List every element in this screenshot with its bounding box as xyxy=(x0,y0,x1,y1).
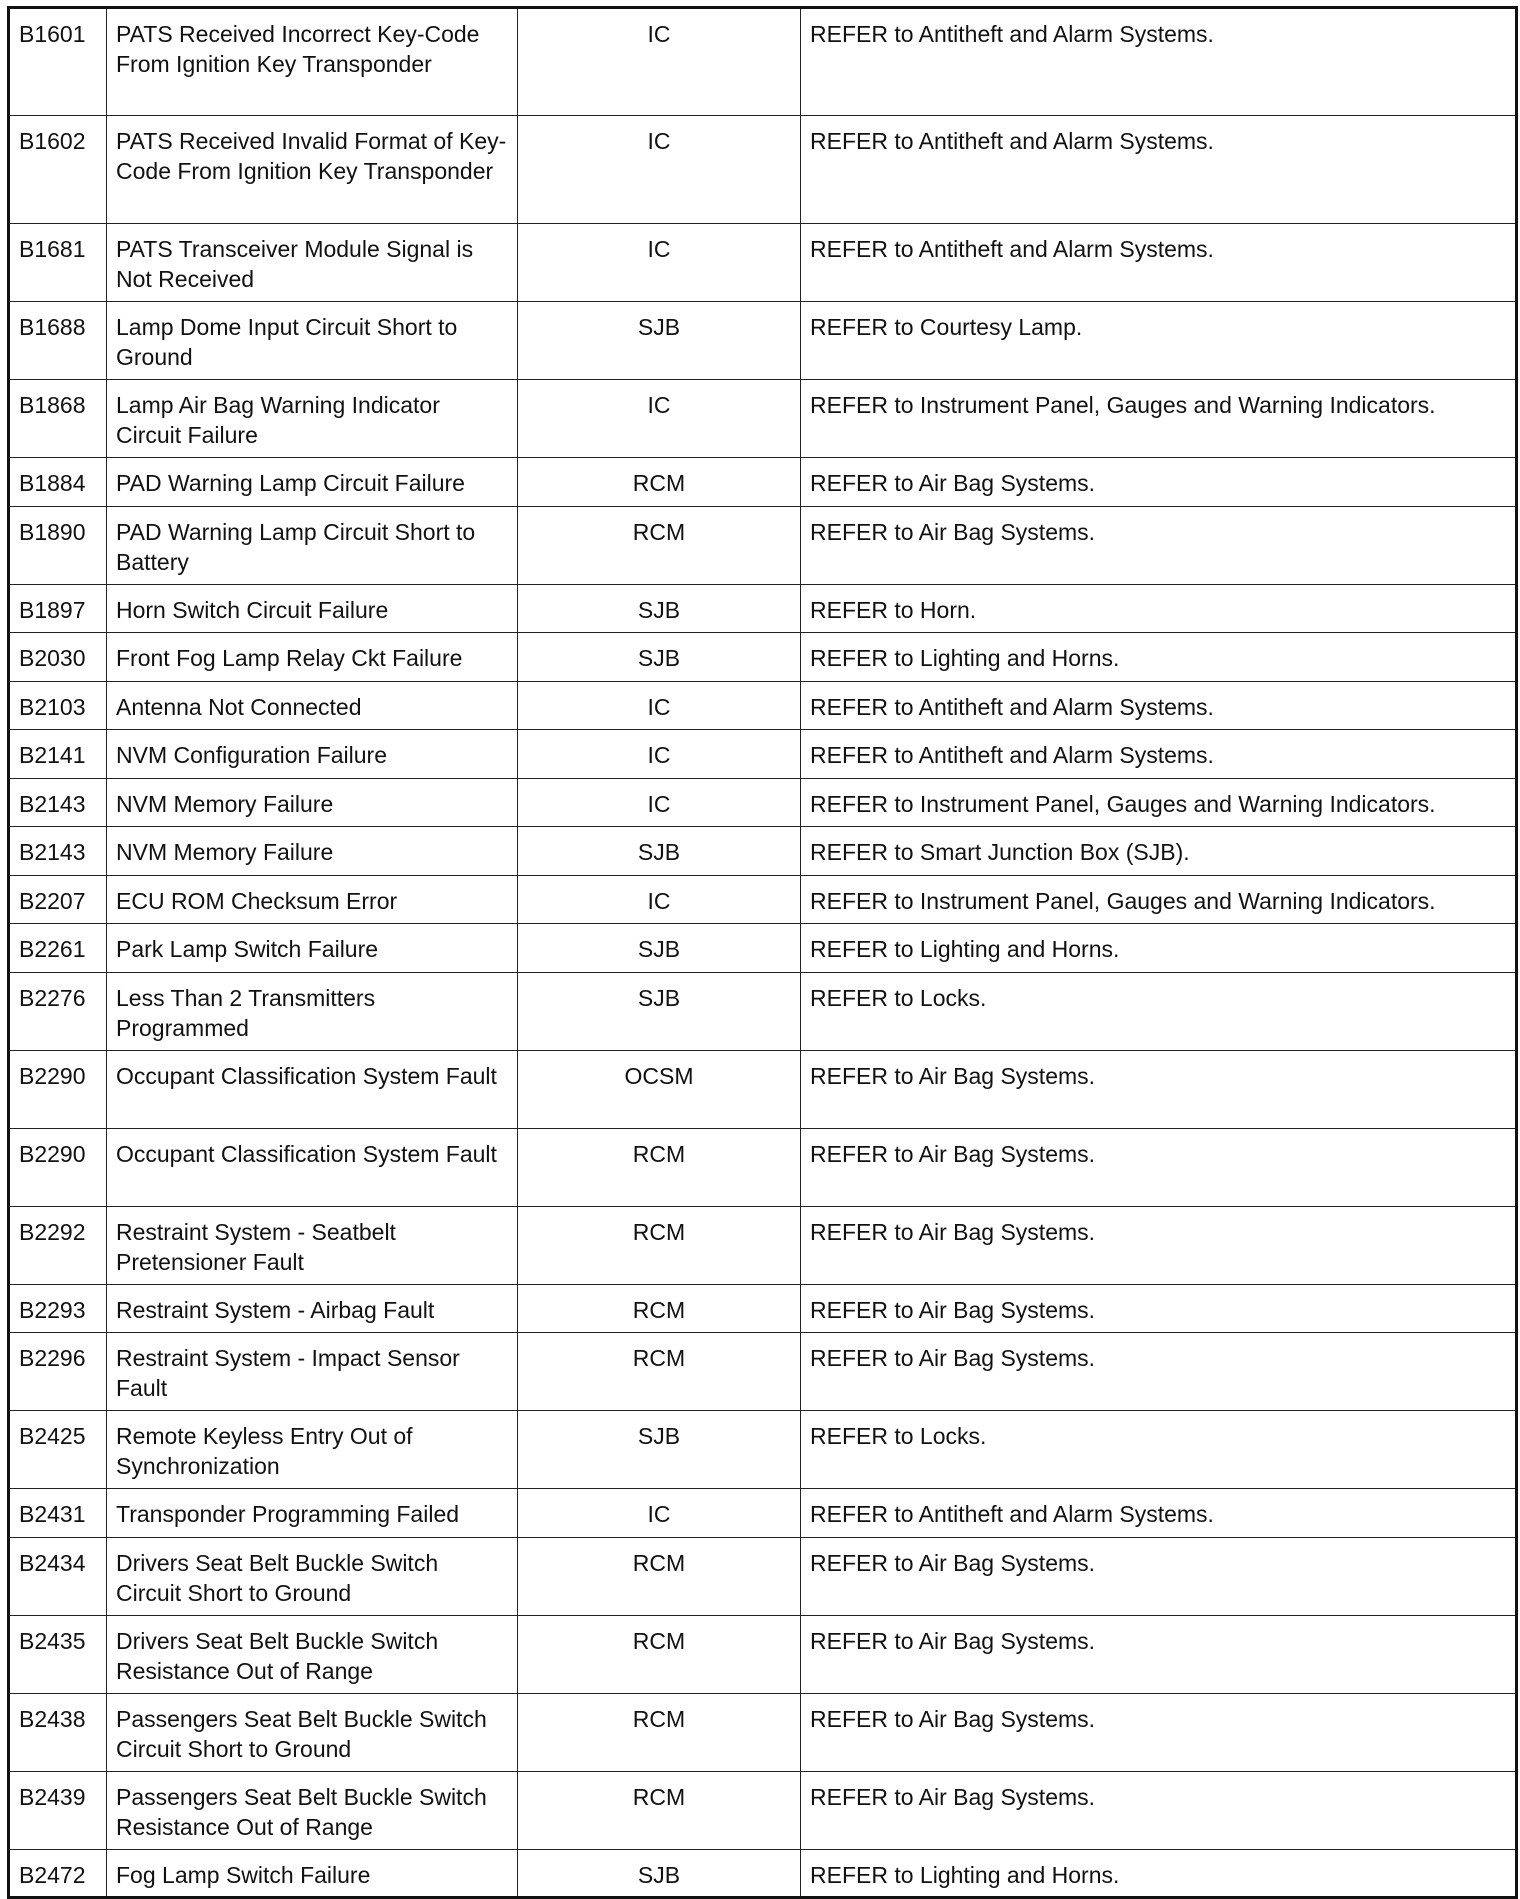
action-text: REFER to Air Bag Systems. xyxy=(801,1771,1517,1849)
module-name: SJB xyxy=(518,302,801,380)
dtc-code: B1688 xyxy=(9,302,107,380)
table-row xyxy=(9,116,1517,224)
dtc-table xyxy=(7,6,1518,1899)
table-row xyxy=(9,8,1517,116)
dtc-code: B2276 xyxy=(9,972,107,1050)
module-name: RCM xyxy=(518,1771,801,1849)
dtc-code: B2261 xyxy=(9,924,107,973)
module-name: IC xyxy=(518,730,801,779)
action-text: REFER to Air Bag Systems. xyxy=(801,1537,1517,1615)
dtc-description: PAD Warning Lamp Circuit Short to Battery xyxy=(107,506,518,584)
dtc-description: Occupant Classification System Fault xyxy=(107,1050,518,1128)
dtc-code: B2293 xyxy=(9,1284,107,1333)
dtc-code: B2143 xyxy=(9,778,107,827)
dtc-description: ECU ROM Checksum Error xyxy=(107,875,518,924)
module-name: IC xyxy=(518,116,801,224)
dtc-code: B1868 xyxy=(9,380,107,458)
dtc-code: B1884 xyxy=(9,458,107,507)
dtc-description: Front Fog Lamp Relay Ckt Failure xyxy=(107,633,518,682)
table-row xyxy=(9,1849,1517,1898)
table-row xyxy=(9,924,1517,973)
dtc-description: Occupant Classification System Fault xyxy=(107,1128,518,1206)
dtc-code: B2425 xyxy=(9,1411,107,1489)
table-row xyxy=(9,730,1517,779)
dtc-description: Less Than 2 Transmitters Programmed xyxy=(107,972,518,1050)
module-name: SJB xyxy=(518,924,801,973)
dtc-description: Remote Keyless Entry Out of Synchronization xyxy=(107,1411,518,1489)
dtc-description: Fog Lamp Switch Failure xyxy=(107,1849,518,1898)
action-text: REFER to Lighting and Horns. xyxy=(801,1849,1517,1898)
module-name: IC xyxy=(518,875,801,924)
action-text: REFER to Instrument Panel, Gauges and Warning Indicators. xyxy=(801,875,1517,924)
dtc-code: B2143 xyxy=(9,827,107,876)
table-row xyxy=(9,633,1517,682)
module-name: SJB xyxy=(518,972,801,1050)
dtc-description: Park Lamp Switch Failure xyxy=(107,924,518,973)
module-name: RCM xyxy=(518,1615,801,1693)
dtc-description: Passengers Seat Belt Buckle Switch Circuit Short to Ground xyxy=(107,1693,518,1771)
action-text: REFER to Instrument Panel, Gauges and Warning Indicators. xyxy=(801,380,1517,458)
dtc-description: Restraint System - Airbag Fault xyxy=(107,1284,518,1333)
action-text: REFER to Antitheft and Alarm Systems. xyxy=(801,224,1517,302)
dtc-description: Drivers Seat Belt Buckle Switch Resistance Out of Range xyxy=(107,1615,518,1693)
dtc-code: B2207 xyxy=(9,875,107,924)
action-text: REFER to Antitheft and Alarm Systems. xyxy=(801,8,1517,116)
module-name: SJB xyxy=(518,584,801,633)
action-text: REFER to Air Bag Systems. xyxy=(801,1284,1517,1333)
action-text: REFER to Air Bag Systems. xyxy=(801,1333,1517,1411)
module-name: OCSM xyxy=(518,1050,801,1128)
dtc-description: Lamp Dome Input Circuit Short to Ground xyxy=(107,302,518,380)
table-row xyxy=(9,1128,1517,1206)
table-row xyxy=(9,681,1517,730)
table-row xyxy=(9,1411,1517,1489)
dtc-description: Passengers Seat Belt Buckle Switch Resistance Out of Range xyxy=(107,1771,518,1849)
table-row xyxy=(9,1615,1517,1693)
table-row xyxy=(9,380,1517,458)
dtc-code: B2438 xyxy=(9,1693,107,1771)
module-name: SJB xyxy=(518,1849,801,1898)
action-text: REFER to Air Bag Systems. xyxy=(801,1206,1517,1284)
module-name: RCM xyxy=(518,1284,801,1333)
table-row xyxy=(9,778,1517,827)
module-name: IC xyxy=(518,681,801,730)
module-name: RCM xyxy=(518,1537,801,1615)
dtc-code: B2296 xyxy=(9,1333,107,1411)
dtc-description: NVM Memory Failure xyxy=(107,778,518,827)
table-row xyxy=(9,1693,1517,1771)
action-text: REFER to Locks. xyxy=(801,972,1517,1050)
table-row xyxy=(9,458,1517,507)
action-text: REFER to Horn. xyxy=(801,584,1517,633)
dtc-code: B1681 xyxy=(9,224,107,302)
action-text: REFER to Air Bag Systems. xyxy=(801,1050,1517,1128)
dtc-description: PAD Warning Lamp Circuit Failure xyxy=(107,458,518,507)
dtc-description: NVM Memory Failure xyxy=(107,827,518,876)
table-row xyxy=(9,584,1517,633)
dtc-description: PATS Received Invalid Format of Key-Code From Ignition Key Transponder xyxy=(107,116,518,224)
table-row xyxy=(9,506,1517,584)
dtc-description: PATS Received Incorrect Key-Code From Ignition Key Transponder xyxy=(107,8,518,116)
table-row xyxy=(9,1206,1517,1284)
table-row xyxy=(9,972,1517,1050)
dtc-code: B1601 xyxy=(9,8,107,116)
table-row xyxy=(9,875,1517,924)
dtc-description: Restraint System - Seatbelt Pretensioner Fault xyxy=(107,1206,518,1284)
dtc-code: B1897 xyxy=(9,584,107,633)
table-row xyxy=(9,1284,1517,1333)
dtc-description: NVM Configuration Failure xyxy=(107,730,518,779)
dtc-code: B1890 xyxy=(9,506,107,584)
action-text: REFER to Locks. xyxy=(801,1411,1517,1489)
module-name: RCM xyxy=(518,506,801,584)
dtc-description: Transponder Programming Failed xyxy=(107,1489,518,1538)
action-text: REFER to Air Bag Systems. xyxy=(801,506,1517,584)
dtc-description: PATS Transceiver Module Signal is Not Received xyxy=(107,224,518,302)
module-name: RCM xyxy=(518,1333,801,1411)
table-row xyxy=(9,1537,1517,1615)
table-row xyxy=(9,827,1517,876)
dtc-code: B2030 xyxy=(9,633,107,682)
module-name: SJB xyxy=(518,633,801,682)
module-name: RCM xyxy=(518,1693,801,1771)
dtc-description: Horn Switch Circuit Failure xyxy=(107,584,518,633)
dtc-code: B2103 xyxy=(9,681,107,730)
dtc-description: Restraint System - Impact Sensor Fault xyxy=(107,1333,518,1411)
dtc-code: B2431 xyxy=(9,1489,107,1538)
module-name: IC xyxy=(518,224,801,302)
action-text: REFER to Antitheft and Alarm Systems. xyxy=(801,681,1517,730)
action-text: REFER to Antitheft and Alarm Systems. xyxy=(801,730,1517,779)
dtc-description: Antenna Not Connected xyxy=(107,681,518,730)
module-name: RCM xyxy=(518,458,801,507)
dtc-code: B2434 xyxy=(9,1537,107,1615)
dtc-code: B2439 xyxy=(9,1771,107,1849)
dtc-code: B1602 xyxy=(9,116,107,224)
dtc-code: B2290 xyxy=(9,1128,107,1206)
table-row xyxy=(9,1050,1517,1128)
action-text: REFER to Instrument Panel, Gauges and Warning Indicators. xyxy=(801,778,1517,827)
module-name: RCM xyxy=(518,1128,801,1206)
module-name: SJB xyxy=(518,1411,801,1489)
action-text: REFER to Air Bag Systems. xyxy=(801,1693,1517,1771)
dtc-code: B2290 xyxy=(9,1050,107,1128)
module-name: IC xyxy=(518,778,801,827)
module-name: IC xyxy=(518,1489,801,1538)
action-text: REFER to Antitheft and Alarm Systems. xyxy=(801,1489,1517,1538)
dtc-code: B2292 xyxy=(9,1206,107,1284)
table-row xyxy=(9,1771,1517,1849)
action-text: REFER to Antitheft and Alarm Systems. xyxy=(801,116,1517,224)
module-name: IC xyxy=(518,380,801,458)
action-text: REFER to Courtesy Lamp. xyxy=(801,302,1517,380)
action-text: REFER to Air Bag Systems. xyxy=(801,458,1517,507)
action-text: REFER to Air Bag Systems. xyxy=(801,1128,1517,1206)
module-name: IC xyxy=(518,8,801,116)
action-text: REFER to Lighting and Horns. xyxy=(801,924,1517,973)
table-row xyxy=(9,1333,1517,1411)
module-name: SJB xyxy=(518,827,801,876)
dtc-code: B2472 xyxy=(9,1849,107,1898)
action-text: REFER to Lighting and Horns. xyxy=(801,633,1517,682)
table-row xyxy=(9,1489,1517,1538)
table-row xyxy=(9,302,1517,380)
table-row xyxy=(9,224,1517,302)
action-text: REFER to Smart Junction Box (SJB). xyxy=(801,827,1517,876)
action-text: REFER to Air Bag Systems. xyxy=(801,1615,1517,1693)
module-name: RCM xyxy=(518,1206,801,1284)
dtc-code: B2141 xyxy=(9,730,107,779)
dtc-description: Drivers Seat Belt Buckle Switch Circuit Short to Ground xyxy=(107,1537,518,1615)
dtc-code: B2435 xyxy=(9,1615,107,1693)
dtc-description: Lamp Air Bag Warning Indicator Circuit Failure xyxy=(107,380,518,458)
